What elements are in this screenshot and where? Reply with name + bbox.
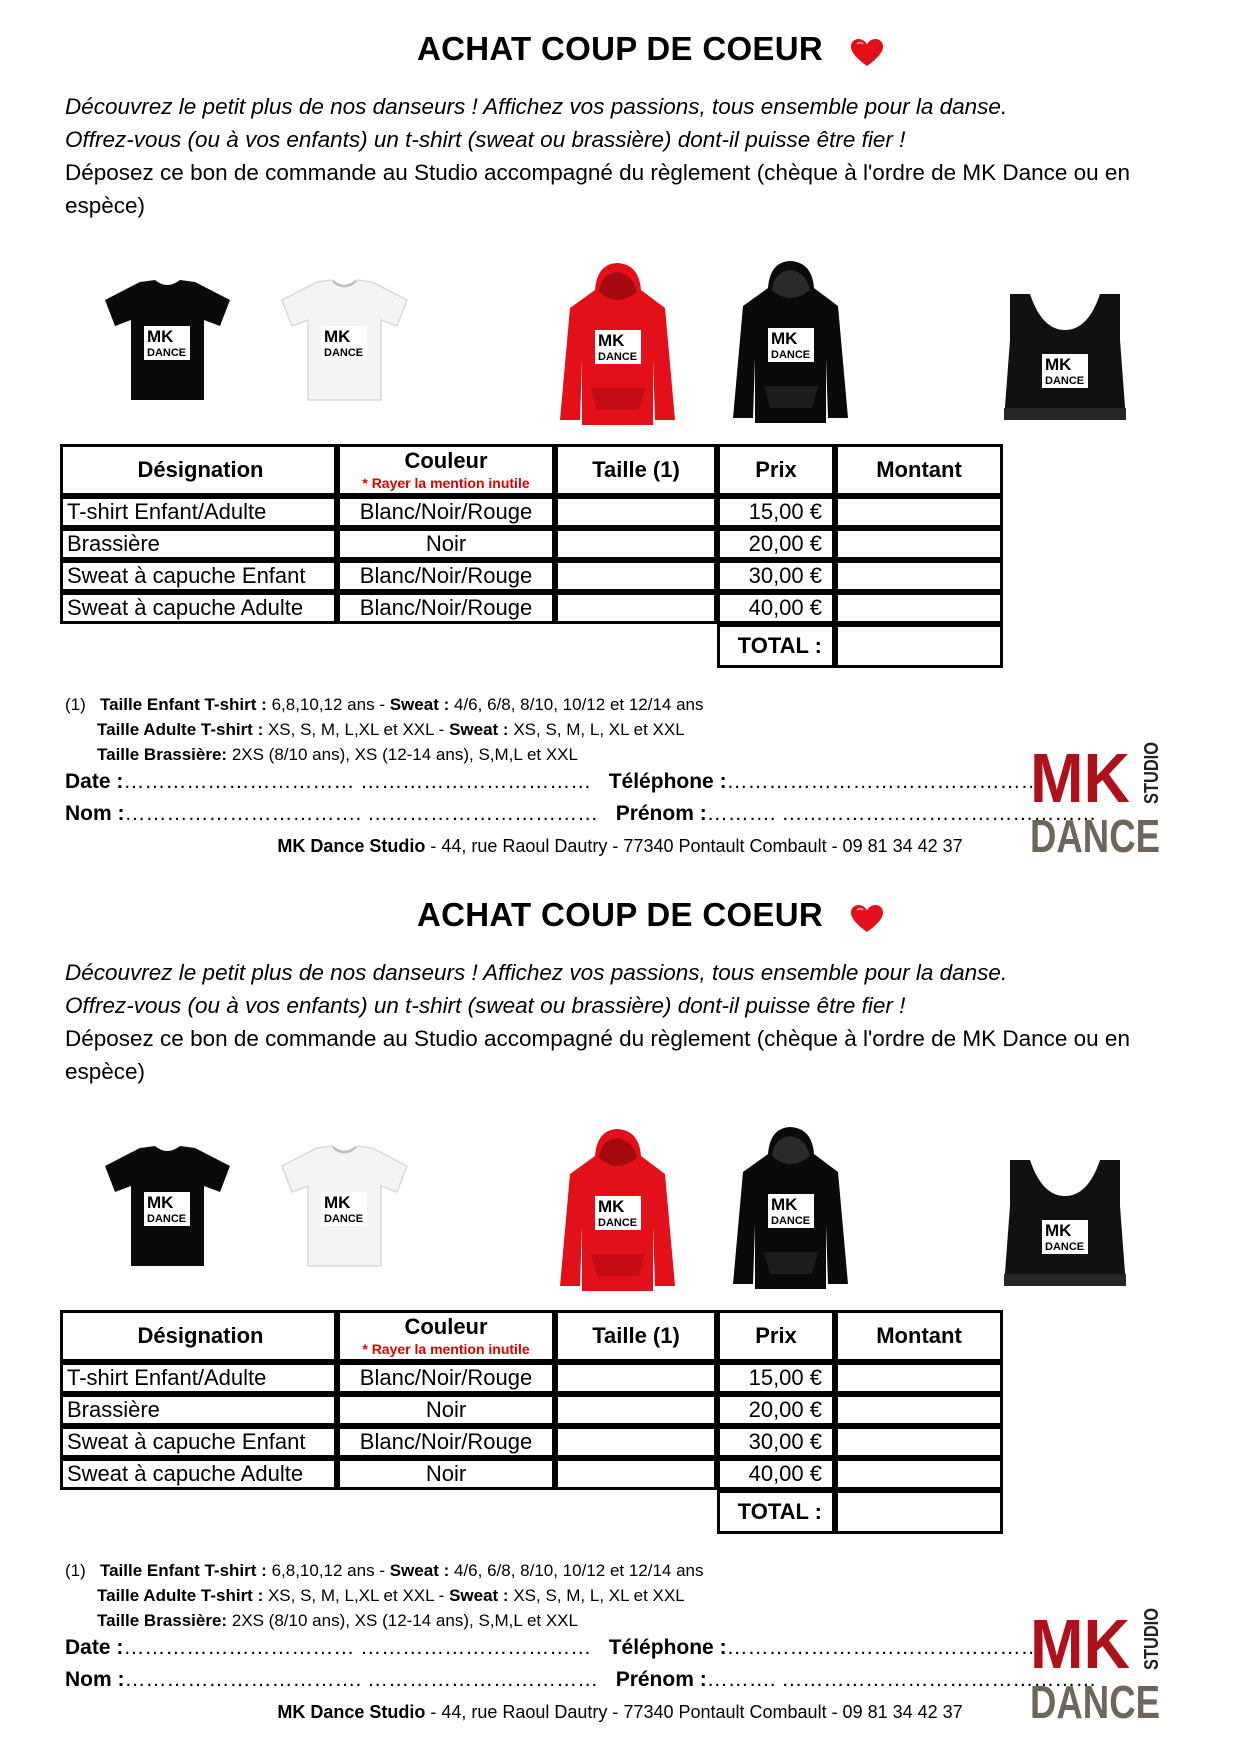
note-sweat-label: Sweat : (449, 1586, 509, 1605)
header-taille: Taille (1) (555, 1310, 717, 1362)
note-enfant-value: 6,8,10,12 ans - (271, 695, 385, 714)
cell-montant-input[interactable] (835, 1426, 1003, 1458)
cell-prix: 40,00 € (717, 592, 835, 624)
cell-designation: Sweat à capuche Enfant (60, 1426, 337, 1458)
hoodie-black (728, 1124, 853, 1294)
cell-couleur[interactable]: Noir (337, 528, 555, 560)
note-sweat-enfant-value: 4/6, 6/8, 8/10, 10/12 et 12/14 ans (453, 695, 704, 714)
note-enfant (65, 692, 704, 717)
intro-text (65, 956, 1185, 1088)
date-label: Date : (65, 1636, 124, 1659)
note-sweat-label: Sweat : (389, 1561, 450, 1580)
studio-address-details: - 44, rue Raoul Dautry - 77340 Pontault Combault - 09 81 34 42 37 (425, 1702, 963, 1722)
nom-label: Nom : (65, 802, 125, 825)
note-adulte-label: Taille Adulte T-shirt : (97, 1586, 264, 1605)
table-row (60, 496, 1003, 528)
header-couleur (337, 1310, 555, 1362)
total-label: TOTAL : (717, 1490, 835, 1534)
svg-text:DANCE: DANCE (771, 349, 811, 361)
svg-text:DANCE: DANCE (324, 347, 364, 359)
table-row (60, 592, 1003, 624)
cell-taille-input[interactable] (555, 1426, 717, 1458)
empty-cell (60, 624, 337, 668)
note-sweat-label: Sweat : (389, 695, 450, 714)
cell-couleur[interactable]: Noir (337, 1394, 555, 1426)
header-montant: Montant (835, 1310, 1003, 1362)
heart-icon (850, 38, 884, 68)
cell-prix: 30,00 € (717, 560, 835, 592)
note-sweat-label: Sweat : (449, 720, 509, 739)
heart-icon (850, 904, 884, 934)
intro-line-1: Découvrez le petit plus de nos danseurs ! Affichez vos passions, tous ensemble pour la danse. (65, 94, 1008, 119)
studio-name: MK Dance Studio (277, 836, 426, 856)
svg-text:MK: MK (598, 1197, 625, 1216)
cell-taille-input[interactable] (555, 1394, 717, 1426)
intro-text (65, 90, 1185, 222)
order-form-1 (0, 0, 1240, 870)
note-brassiere-value: 2XS (8/10 ans), XS (12-14 ans), S,M,L et XXL (231, 745, 578, 764)
cell-couleur[interactable]: Blanc/Noir/Rouge (337, 560, 555, 592)
total-label: TOTAL : (717, 624, 835, 668)
svg-text:STUDIO: STUDIO (1141, 728, 1163, 804)
mk-dance-studio-logo (1030, 1594, 1165, 1728)
brassiere-black (1000, 290, 1130, 425)
svg-text:MK: MK (598, 331, 625, 350)
total-row (60, 624, 1003, 668)
tshirt-black (100, 278, 235, 403)
svg-text:DANCE: DANCE (771, 1215, 811, 1227)
table-header-row (60, 444, 1003, 496)
table-row (60, 1362, 1003, 1394)
svg-text:DANCE: DANCE (1030, 1676, 1160, 1728)
note-sweat-enfant-value: 4/6, 6/8, 8/10, 10/12 et 12/14 ans (453, 1561, 704, 1580)
cell-couleur[interactable]: Blanc/Noir/Rouge (337, 496, 555, 528)
cell-designation: Brassière (60, 528, 337, 560)
intro-line-3: Déposez ce bon de commande au Studio accompagné du règlement (chèque à l'ordre de MK Dance ou en espèce) (65, 160, 1130, 218)
telephone-label: Téléphone : (608, 1636, 727, 1659)
cell-taille-input[interactable] (555, 592, 717, 624)
cell-taille-input[interactable] (555, 528, 717, 560)
customer-fields (65, 1632, 1096, 1696)
cell-designation: T-shirt Enfant/Adulte (60, 496, 337, 528)
nom-field[interactable]: ……………………………. …………………………… (124, 802, 599, 825)
svg-text:DANCE: DANCE (147, 347, 187, 359)
note-enfant-label: Taille Enfant T-shirt : (99, 1561, 267, 1580)
empty-cell (60, 1490, 337, 1534)
cell-montant-input[interactable] (835, 1458, 1003, 1490)
note-adulte (65, 1583, 704, 1608)
note-sweat-adulte-value: XS, S, M, L, XL et XXL (513, 720, 685, 739)
total-amount-input[interactable] (835, 1490, 1003, 1534)
nom-prenom-line (65, 798, 1096, 830)
cell-taille-input[interactable] (555, 496, 717, 528)
svg-text:DANCE: DANCE (598, 1217, 638, 1229)
hoodie-red (555, 1126, 680, 1296)
cell-designation: Brassière (60, 1394, 337, 1426)
hoodie-black (728, 258, 853, 428)
tshirt-white (277, 278, 412, 403)
cell-prix: 40,00 € (717, 1458, 835, 1490)
header-couleur-label: Couleur (404, 1314, 488, 1339)
note-brassiere-value: 2XS (8/10 ans), XS (12-14 ans), S,M,L et XXL (231, 1611, 578, 1630)
intro-line-2: Offrez-vous (ou à vos enfants) un t-shirt (sweat ou brassière) dont-il puisse être fier ! (65, 127, 906, 152)
svg-text:MK: MK (324, 327, 351, 346)
studio-address-details: - 44, rue Raoul Dautry - 77340 Pontault Combault - 09 81 34 42 37 (425, 836, 963, 856)
svg-text:MK: MK (147, 1193, 174, 1212)
svg-text:DANCE: DANCE (1045, 1241, 1085, 1253)
cell-montant-input[interactable] (835, 496, 1003, 528)
telephone-field[interactable]: ……………………………………… (726, 1636, 1042, 1659)
cell-taille-input[interactable] (555, 1458, 717, 1490)
cell-prix: 30,00 € (717, 1426, 835, 1458)
cell-montant-input[interactable] (835, 528, 1003, 560)
telephone-label: Téléphone : (608, 770, 727, 793)
cell-montant-input[interactable] (835, 592, 1003, 624)
svg-text:MK: MK (1030, 1605, 1130, 1683)
nom-label: Nom : (65, 1668, 125, 1691)
note-sweat-adulte-value: XS, S, M, L, XL et XXL (513, 1586, 685, 1605)
order-table (60, 1310, 1003, 1534)
intro-line-1: Découvrez le petit plus de nos danseurs ! Affichez vos passions, tous ensemble pour la danse. (65, 960, 1008, 985)
svg-text:MK: MK (1045, 355, 1072, 374)
cell-designation: T-shirt Enfant/Adulte (60, 1362, 337, 1394)
note-enfant-value: 6,8,10,12 ans - (271, 1561, 385, 1580)
svg-text:MK: MK (771, 1195, 798, 1214)
customer-fields (65, 766, 1096, 830)
prenom-field[interactable]: ………. ……………………………………… (706, 802, 1097, 825)
form-title: ACHAT COUP DE COEUR (416, 30, 823, 67)
mk-dance-studio-logo (1030, 728, 1165, 862)
table-row (60, 560, 1003, 592)
svg-text:MK: MK (1045, 1221, 1072, 1240)
header-couleur-note: * Rayer la mention inutile (362, 1341, 530, 1357)
cell-montant-input[interactable] (835, 560, 1003, 592)
hoodie-red (555, 260, 680, 430)
cell-couleur[interactable]: Blanc/Noir/Rouge (337, 592, 555, 624)
svg-text:DANCE: DANCE (324, 1213, 364, 1225)
cell-prix: 20,00 € (717, 1394, 835, 1426)
cell-taille-input[interactable] (555, 1362, 717, 1394)
empty-cell (337, 624, 555, 668)
svg-text:MK: MK (771, 329, 798, 348)
note-ref: (1) (65, 1561, 86, 1580)
header-couleur-label: Couleur (404, 448, 488, 473)
svg-text:DANCE: DANCE (1045, 375, 1085, 387)
total-amount-input[interactable] (835, 624, 1003, 668)
header-prix: Prix (717, 444, 835, 496)
product-images (0, 250, 1240, 440)
cell-montant-input[interactable] (835, 1394, 1003, 1426)
cell-couleur[interactable]: Blanc/Noir/Rouge (337, 1426, 555, 1458)
prenom-field[interactable]: ………. ……………………………………… (706, 1668, 1097, 1691)
header-taille: Taille (1) (555, 444, 717, 496)
svg-text:MK: MK (324, 1193, 351, 1212)
table-row (60, 528, 1003, 560)
date-field[interactable]: …………………………… …………………………… (123, 770, 592, 793)
order-form-2 (0, 866, 1240, 1736)
note-adulte (65, 717, 704, 742)
header-couleur-note: * Rayer la mention inutile (362, 475, 530, 491)
empty-cell (555, 624, 717, 668)
size-notes (65, 692, 704, 767)
cell-couleur[interactable]: Noir (337, 1458, 555, 1490)
svg-text:MK: MK (147, 327, 174, 346)
prenom-label: Prénom : (615, 802, 707, 825)
note-adulte-value: XS, S, M, L,XL et XXL - (267, 1586, 445, 1605)
telephone-field[interactable]: ……………………………………… (726, 770, 1042, 793)
cell-designation: Sweat à capuche Enfant (60, 560, 337, 592)
note-brassiere-label: Taille Brassière: (97, 1611, 228, 1630)
intro-line-3: Déposez ce bon de commande au Studio accompagné du règlement (chèque à l'ordre de MK Dance ou en espèce) (65, 1026, 1130, 1084)
svg-text:DANCE: DANCE (147, 1213, 187, 1225)
size-notes (65, 1558, 704, 1633)
table-row (60, 1458, 1003, 1490)
note-adulte-value: XS, S, M, L,XL et XXL - (267, 720, 445, 739)
studio-name: MK Dance Studio (277, 1702, 426, 1722)
total-row (60, 1490, 1003, 1534)
note-adulte-label: Taille Adulte T-shirt : (97, 720, 264, 739)
nom-field[interactable]: ……………………………. …………………………… (124, 1668, 599, 1691)
note-ref: (1) (65, 695, 86, 714)
header-montant: Montant (835, 444, 1003, 496)
tshirt-white (277, 1144, 412, 1269)
cell-taille-input[interactable] (555, 560, 717, 592)
cell-prix: 20,00 € (717, 528, 835, 560)
note-brassiere (65, 1608, 704, 1633)
date-telephone-line (65, 1632, 1096, 1664)
date-telephone-line (65, 766, 1096, 798)
tshirt-black (100, 1144, 235, 1269)
svg-text:MK: MK (1030, 739, 1130, 817)
note-brassiere-label: Taille Brassière: (97, 745, 228, 764)
svg-text:DANCE: DANCE (598, 351, 638, 363)
prenom-label: Prénom : (615, 1668, 707, 1691)
cell-prix: 15,00 € (717, 496, 835, 528)
table-header-row (60, 1310, 1003, 1362)
cell-prix: 15,00 € (717, 1362, 835, 1394)
product-images (0, 1116, 1240, 1306)
note-enfant-label: Taille Enfant T-shirt : (99, 695, 267, 714)
header-designation: Désignation (60, 444, 337, 496)
note-brassiere (65, 742, 704, 767)
cell-couleur[interactable]: Blanc/Noir/Rouge (337, 1362, 555, 1394)
order-table (60, 444, 1003, 668)
table-row (60, 1394, 1003, 1426)
empty-cell (555, 1490, 717, 1534)
header-designation: Désignation (60, 1310, 337, 1362)
header-couleur (337, 444, 555, 496)
svg-text:DANCE: DANCE (1030, 810, 1160, 862)
note-enfant (65, 1558, 704, 1583)
cell-designation: Sweat à capuche Adulte (60, 1458, 337, 1490)
empty-cell (337, 1490, 555, 1534)
form-title: ACHAT COUP DE COEUR (416, 896, 823, 933)
header-prix: Prix (717, 1310, 835, 1362)
brassiere-black (1000, 1156, 1130, 1291)
date-field[interactable]: …………………………… …………………………… (123, 1636, 592, 1659)
date-label: Date : (65, 770, 124, 793)
svg-text:STUDIO: STUDIO (1141, 1594, 1163, 1670)
intro-line-2: Offrez-vous (ou à vos enfants) un t-shirt (sweat ou brassière) dont-il puisse être fier ! (65, 993, 906, 1018)
table-row (60, 1426, 1003, 1458)
nom-prenom-line (65, 1664, 1096, 1696)
cell-designation: Sweat à capuche Adulte (60, 592, 337, 624)
cell-montant-input[interactable] (835, 1362, 1003, 1394)
